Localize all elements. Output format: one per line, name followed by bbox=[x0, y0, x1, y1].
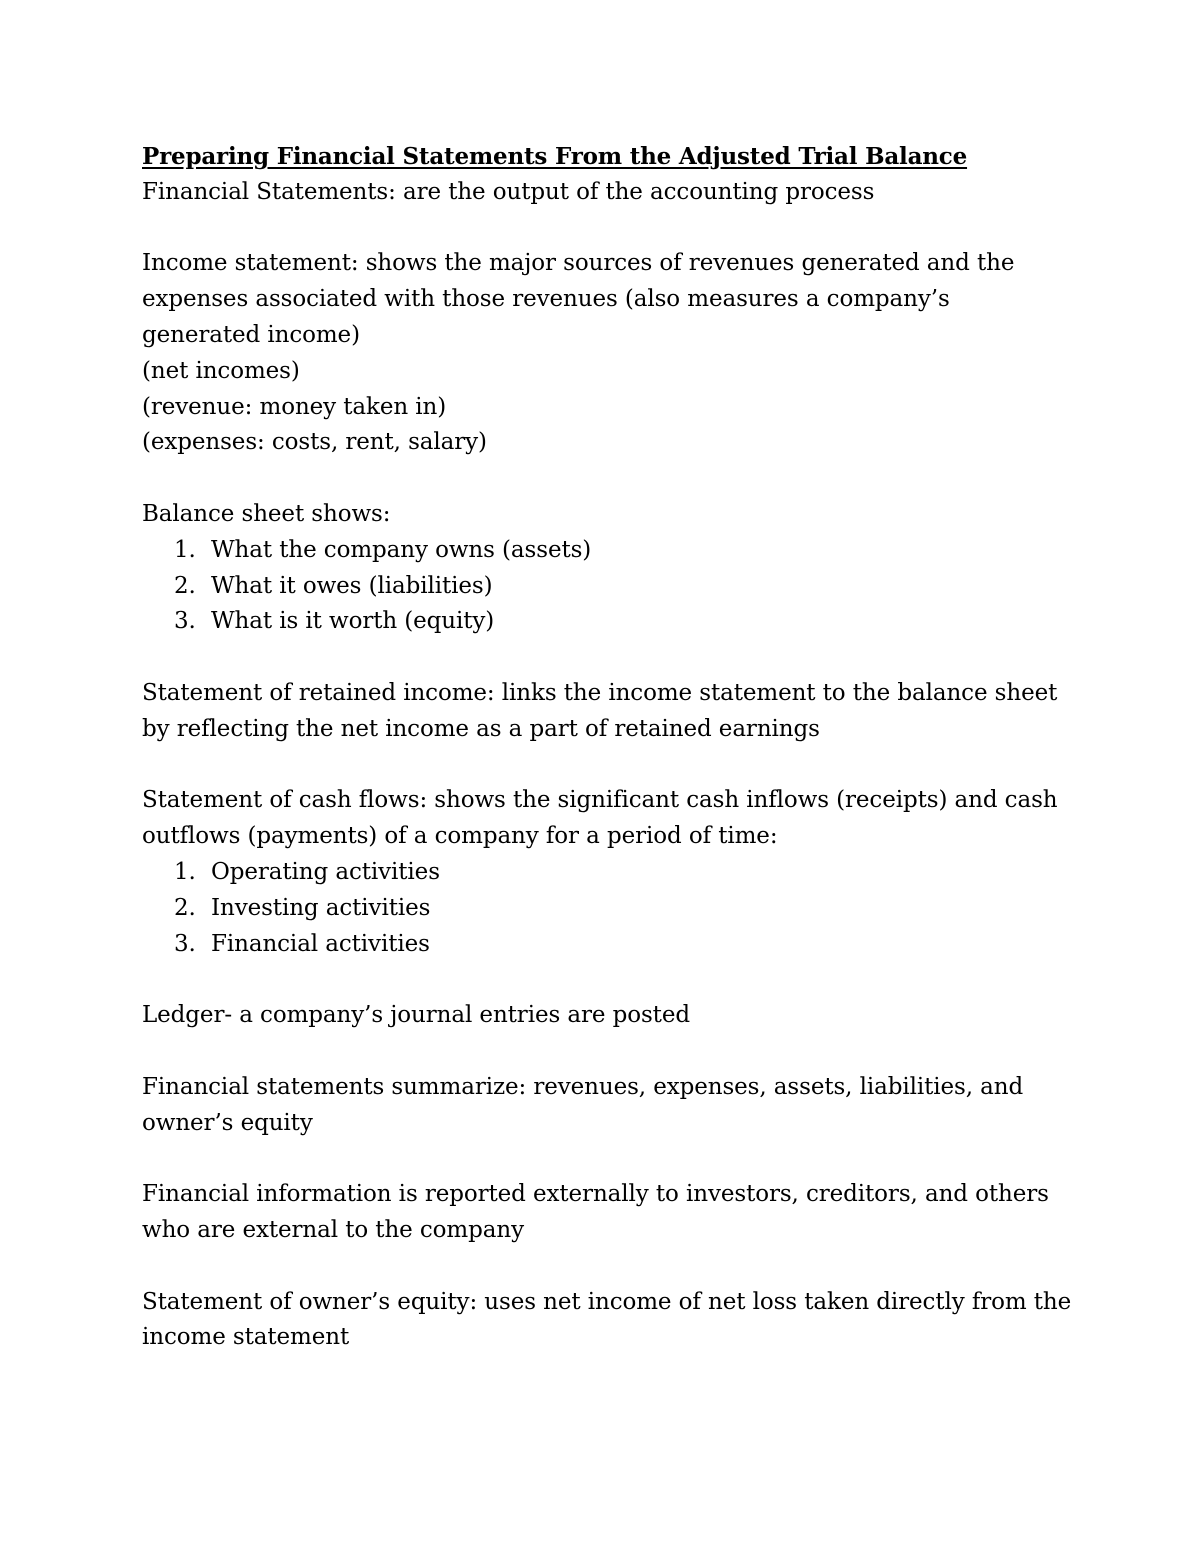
list-item-text: Financial activities bbox=[211, 930, 430, 957]
spacer bbox=[142, 1249, 1072, 1285]
cash-flows-list bbox=[142, 855, 1072, 962]
spacer bbox=[142, 748, 1072, 784]
cash-flows-intro: Statement of cash flows: shows the significant cash inflows (receipts) and cash outflows (payments) of a company for a period of time: bbox=[142, 787, 1058, 850]
list-item bbox=[142, 604, 1072, 640]
spacer bbox=[142, 211, 1072, 247]
balance-sheet-intro: Balance sheet shows: bbox=[142, 500, 391, 527]
income-statement-definition: Income statement: shows the major sources of revenues generated and the expenses associated with those revenues (also measures a company’s generated income) bbox=[142, 250, 1015, 348]
owners-equity-definition: Statement of owner’s equity: uses net income of net loss taken directly from the income statement bbox=[142, 1288, 1072, 1351]
financial-statements-definition: Financial Statements: are the output of the accounting process bbox=[142, 178, 875, 205]
spacer bbox=[142, 962, 1072, 998]
summarize-statement: Financial statements summarize: revenues, expenses, assets, liabilities, and owner’s equity bbox=[142, 1073, 1024, 1136]
list-item-text: What the company owns (assets) bbox=[211, 536, 592, 563]
document-body bbox=[142, 139, 1072, 1356]
list-number: 2. bbox=[174, 894, 196, 921]
balance-sheet-list bbox=[142, 533, 1072, 640]
ledger-definition: Ledger- a company’s journal entries are posted bbox=[142, 1002, 690, 1029]
net-incomes-note: (net incomes) bbox=[142, 357, 300, 384]
list-item-text: What it owes (liabilities) bbox=[211, 572, 493, 599]
spacer bbox=[142, 1034, 1072, 1070]
revenue-note: (revenue: money taken in) bbox=[142, 393, 447, 420]
spacer bbox=[142, 1141, 1072, 1177]
list-item bbox=[142, 569, 1072, 605]
list-number: 1. bbox=[174, 536, 196, 563]
retained-income-definition: Statement of retained income: links the income statement to the balance sheet by reflecting the net income as a part of retained earnings bbox=[142, 679, 1058, 742]
spacer bbox=[142, 461, 1072, 497]
list-number: 1. bbox=[174, 858, 196, 885]
list-item bbox=[142, 927, 1072, 963]
list-item-text: Investing activities bbox=[211, 894, 431, 921]
list-item-text: Operating activities bbox=[211, 858, 440, 885]
list-number: 2. bbox=[174, 572, 196, 599]
list-item bbox=[142, 891, 1072, 927]
document-title: Preparing Financial Statements From the Adjusted Trial Balance bbox=[142, 143, 968, 170]
list-item bbox=[142, 855, 1072, 891]
list-item-text: What is it worth (equity) bbox=[211, 608, 495, 635]
list-number: 3. bbox=[174, 608, 196, 635]
reported-statement: Financial information is reported externally to investors, creditors, and others who are external to the company bbox=[142, 1181, 1049, 1243]
spacer bbox=[142, 640, 1072, 676]
expenses-note: (expenses: costs, rent, salary) bbox=[142, 429, 487, 456]
list-number: 3. bbox=[174, 930, 196, 957]
list-item bbox=[142, 533, 1072, 569]
